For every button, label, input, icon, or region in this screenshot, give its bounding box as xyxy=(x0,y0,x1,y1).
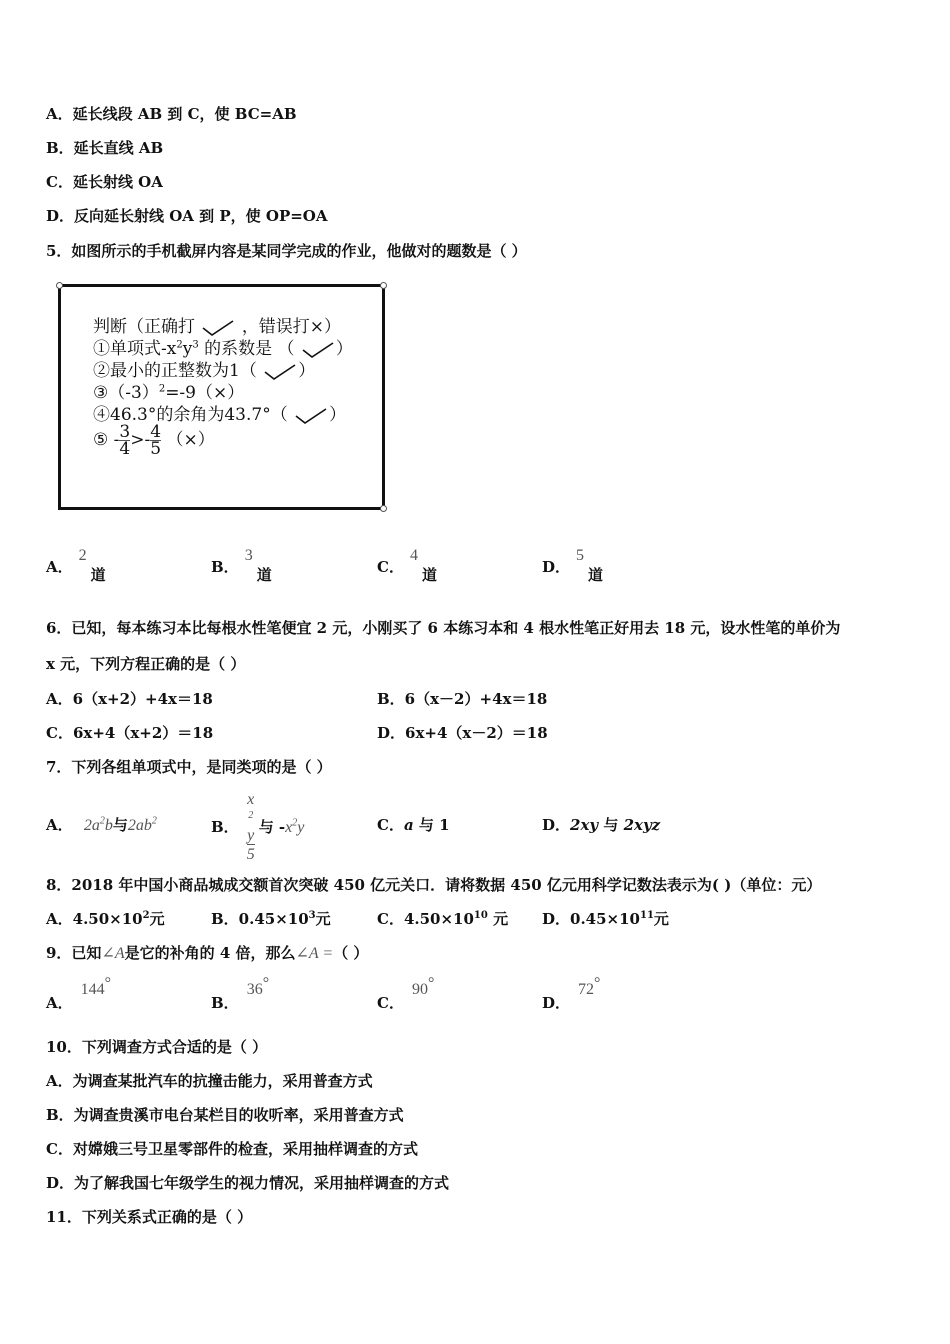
q10-option-d: D．为了解我国七年级学生的视力情况，采用抽样调查的方式 xyxy=(46,1174,450,1192)
figure-text: ④46.3°的余角为43.7°（ xyxy=(93,405,288,425)
q4-option-b: B．延长直线 AB xyxy=(46,139,164,157)
checkmark-icon xyxy=(262,362,298,382)
q6-stem-1: 6．已知，每本练习本比每根水性笔便宜 2 元，小刚买了 6 本练习本和 4 根水性笔正好用去 18 元，设水性笔的单价为 xyxy=(46,619,841,637)
q10-option-b: B．为调查贵溪市电台某栏目的收听率，采用普查方式 xyxy=(46,1106,404,1124)
option-label: C． xyxy=(377,816,404,834)
q7-option-b xyxy=(211,792,304,863)
q7-option-c xyxy=(377,814,450,835)
q8-option-c: C．$4.50\times 10^{10}$ 元 xyxy=(377,910,509,928)
math-expr: $2a^2b$ xyxy=(83,815,113,834)
with-word: 与 xyxy=(598,816,624,834)
q7-option-d xyxy=(542,814,660,835)
figure-sup: 2 xyxy=(158,383,166,395)
q9-option-d: D．72° xyxy=(542,975,601,1012)
q7-option-a xyxy=(46,814,157,835)
math-expr: $x^2y$ xyxy=(285,817,305,836)
option-label: D． xyxy=(542,816,571,834)
q8-option-b: B．$0.45\times 10^3$元 xyxy=(211,910,331,928)
figure-text: ） xyxy=(298,361,316,381)
figure-corner xyxy=(56,282,63,289)
fraction: $\frac{3}{4}$ xyxy=(119,422,131,459)
figure-text: ） xyxy=(335,339,353,359)
q9-option-c: C．90° xyxy=(377,975,435,1012)
figure-text: ） xyxy=(329,405,347,425)
with-word: 与 xyxy=(112,816,128,834)
math-expr: $2ab^2$ xyxy=(127,815,157,834)
figure-line-6 xyxy=(93,424,215,457)
q10-stem: 10．下列调查方式合适的是（ ） xyxy=(46,1038,268,1056)
q6-stem-2: x 元，下列方程正确的是（ ） xyxy=(46,655,246,673)
q9-option-b: B．36° xyxy=(211,975,270,1012)
q5-figure xyxy=(58,284,385,510)
figure-corner xyxy=(380,282,387,289)
math-expr: a xyxy=(403,816,414,834)
q5-option-d: D．5道 xyxy=(542,547,604,584)
fraction: x $^2$ y 5 xyxy=(246,791,255,864)
q10-option-a: A．为调查某批汽车的抗撞击能力，采用普查方式 xyxy=(46,1072,373,1090)
math-expr: 2xyz xyxy=(623,816,661,834)
q6-option-b: B．6（x－2）+4x＝18 xyxy=(377,690,548,708)
angle-symbol: ∠A = xyxy=(295,945,334,962)
figure-text: 的系数是 （ xyxy=(198,339,295,359)
figure-text: ①单项式-x xyxy=(93,339,177,359)
q4-option-d: D．反向延长射线 OA 到 P，使 OP=OA xyxy=(46,207,328,225)
figure-text: ⑤ - xyxy=(93,430,120,450)
q11-stem: 11．下列关系式正确的是（ ） xyxy=(46,1208,253,1226)
q6-option-d: D．6x+4（x－2）＝18 xyxy=(377,724,548,742)
q9-stem: 9．已知∠A是它的补角的 4 倍，那么∠A =（ ） xyxy=(46,944,369,962)
q5-option-b: B．3道 xyxy=(211,547,272,584)
figure-text: ，错误打×） xyxy=(241,317,342,337)
checkmark-icon xyxy=(293,406,329,426)
option-label: A． xyxy=(46,816,73,834)
figure-text: 判断（正确打 xyxy=(93,317,195,337)
q5-option-a: A．2道 xyxy=(46,547,106,584)
figure-corner xyxy=(380,505,387,512)
option-label: B． xyxy=(211,817,239,836)
q9-option-a: A．144° xyxy=(46,975,112,1012)
figure-sup: 2 xyxy=(176,339,183,351)
figure-text: （×） xyxy=(166,430,215,450)
figure-sup: 3 xyxy=(192,339,199,351)
angle-symbol: ∠A xyxy=(101,945,125,962)
fraction: $\frac{4}{5}$ xyxy=(150,422,162,459)
figure-line-5 xyxy=(93,400,346,426)
q8-option-d: D．$0.45\times 10^{11}$元 xyxy=(542,910,669,928)
math-expr: 2xy xyxy=(570,816,599,834)
figure-text: ②最小的正整数为1（ xyxy=(93,361,257,381)
option-text: 与 1 xyxy=(413,816,450,834)
with-word: 与 - xyxy=(258,817,286,836)
q8-option-a: A．$4.50\times 10^2$元 xyxy=(46,910,165,928)
q8-stem: 8．2018 年中国小商品城成交额首次突破 450 亿元关口．请将数据 450 亿元用科学记数法表示为( )（单位：元） xyxy=(46,876,822,894)
figure-text: =-9（×） xyxy=(165,383,245,403)
q6-option-a: A．6（x+2）+4x＝18 xyxy=(46,690,213,708)
figure-text: ③（-3） xyxy=(93,383,159,403)
q7-stem: 7．下列各组单项式中，是同类项的是（ ） xyxy=(46,758,332,776)
q10-option-c: C．对嫦娥三号卫星零部件的检查，采用抽样调查的方式 xyxy=(46,1140,418,1158)
q4-option-a: A．延长线段 AB 到 C，使 BC=AB xyxy=(46,105,297,123)
q5-option-c: C．4道 xyxy=(377,547,437,584)
figure-text: y xyxy=(182,339,193,359)
q6-option-c: C．6x+4（x+2）＝18 xyxy=(46,724,214,742)
q5-stem: 5．如图所示的手机截屏内容是某同学完成的作业，他做对的题数是（ ） xyxy=(46,242,527,260)
q4-option-c: C．延长射线 OA xyxy=(46,173,163,191)
figure-text: >- xyxy=(130,430,151,450)
